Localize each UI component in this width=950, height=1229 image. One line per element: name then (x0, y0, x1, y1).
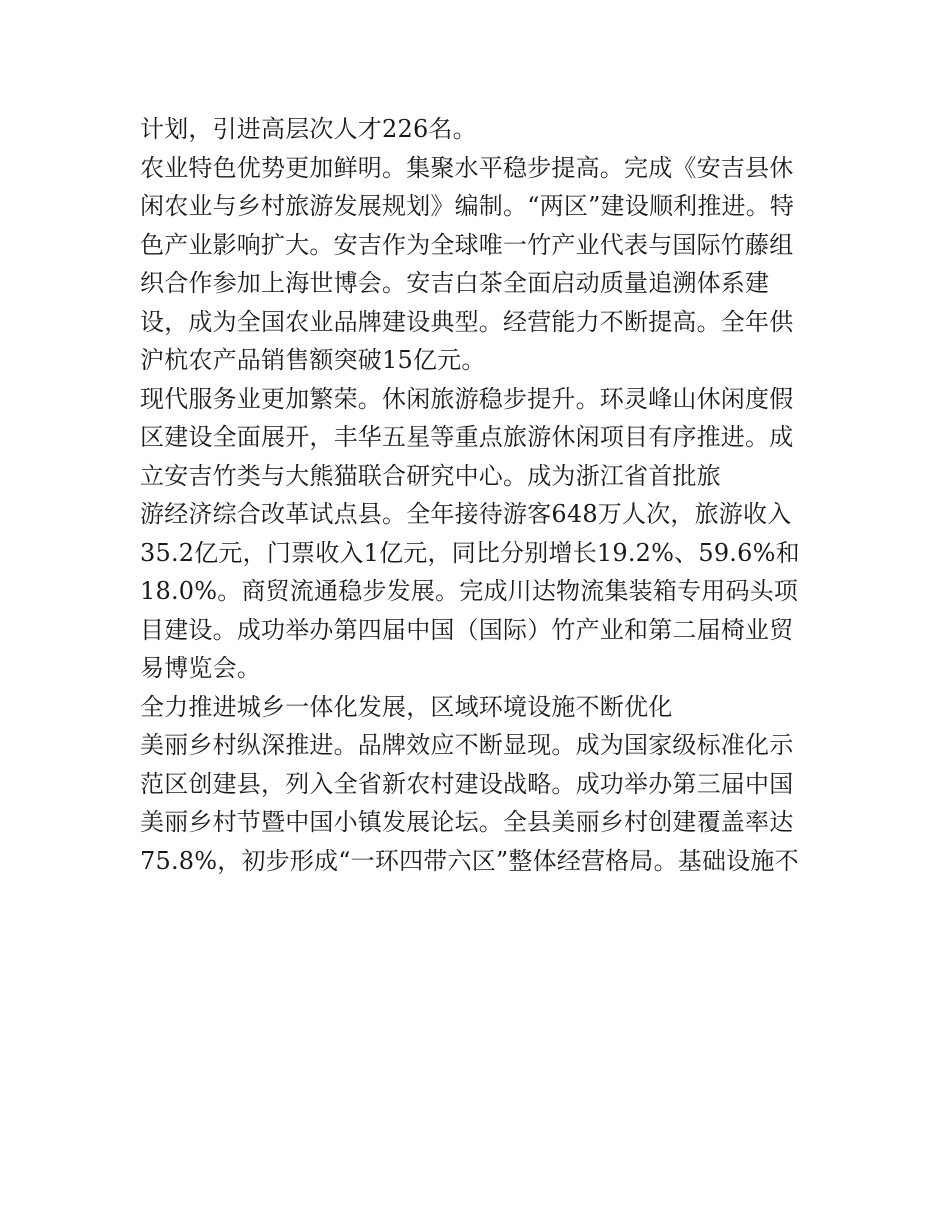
text-line: 设，成为全国农业品牌建设典型。经营能力不断提高。全年供 (140, 307, 794, 336)
text-line: 计划，引进高层次人才226名。 (140, 115, 477, 143)
text-line: 闲农业与乡村旅游发展规划》编制。“两区”建设顺利推进。特 (140, 192, 795, 220)
text-line: 农业特色优势更加鲜明。集聚水平稳步提高。完成《安吉县休 (140, 153, 794, 182)
text-line: 目建设。成功举办第四届中国（国际）竹产业和第二届椅业贸 (140, 615, 794, 644)
text-line: 美丽乡村纵深推进。品牌效应不断显现。成为国家级标准化示 (140, 731, 794, 759)
text-line: 现代服务业更加繁荣。休闲旅游稳步提升。环灵峰山休闲度假 (140, 384, 794, 413)
text-line: 18.0%。商贸流通稳步发展。完成川达物流集装箱专用码头项 (140, 577, 799, 605)
text-line: 35.2亿元，门票收入1亿元，同比分别增长19.2%、59.6%和 (140, 538, 800, 567)
text-line: 游经济综合改革试点县。全年接待游客648万人次，旅游收入 (140, 500, 792, 528)
section-heading: 全力推进城乡一体化发展，区域环境设施不断优化 (140, 692, 673, 721)
document-body (140, 110, 820, 880)
text-line: 色产业影响扩大。安吉作为全球唯一竹产业代表与国际竹藤组 (140, 230, 794, 259)
text-line: 织合作参加上海世博会。安吉白茶全面启动质量追溯体系建 (140, 269, 770, 297)
text-line: 立安吉竹类与大熊猫联合研究中心。成为浙江省首批旅 (140, 461, 721, 490)
text-line: 易博览会。 (140, 654, 261, 682)
text-line: 区建设全面展开，丰华五星等重点旅游休闲项目有序推进。成 (140, 423, 794, 451)
text-line: 范区创建县，列入全省新农村建设战略。成功举办第三届中国 (140, 769, 794, 798)
text-line: 美丽乡村节暨中国小镇发展论坛。全县美丽乡村创建覆盖率达 (140, 808, 794, 836)
text-line: 沪杭农产品销售额突破15亿元。 (140, 346, 486, 374)
text-line: 75.8%，初步形成“一环四带六区”整体经营格局。基础设施不 (140, 846, 799, 875)
